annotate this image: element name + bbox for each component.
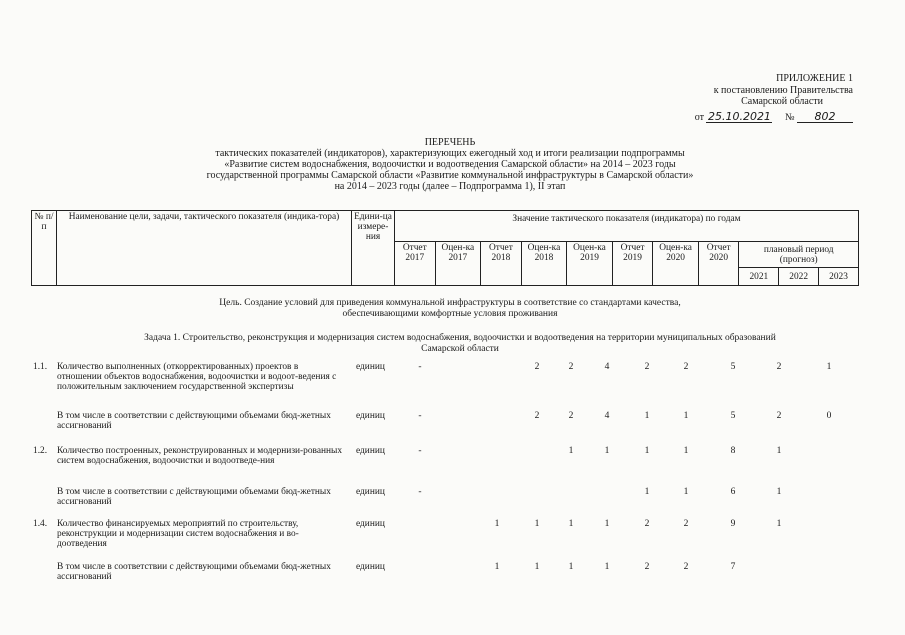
row-value: 1 bbox=[683, 411, 689, 421]
header-col: Отчет 2020 bbox=[698, 242, 739, 286]
row-value: 2 bbox=[644, 562, 650, 572]
row-value: 5 bbox=[730, 362, 736, 372]
row-indicator-name: Количество построенных, реконструированных и модернизи-рованных систем водоснабжения, водоочистки и водоотведе-ния bbox=[57, 446, 343, 466]
row-value-dash: - bbox=[418, 362, 422, 372]
document-title bbox=[150, 137, 750, 192]
decree-number: 802 bbox=[797, 111, 853, 123]
row-unit: единиц bbox=[356, 519, 385, 529]
header-col: Оцен-ка 2017 bbox=[435, 242, 481, 286]
row-value: 1 bbox=[568, 519, 574, 529]
row-value: 2 bbox=[683, 519, 689, 529]
row-value: 4 bbox=[604, 411, 610, 421]
row-value-dash: - bbox=[418, 487, 422, 497]
appendix-decree: к постановлению Правительства bbox=[713, 84, 853, 96]
row-value: 5 bbox=[730, 411, 736, 421]
row-value: 1 bbox=[494, 519, 500, 529]
title-line: «Развитие систем водоснабжения, водоочистки и водоотведения Самарской области» на 2014 – 2023 годы bbox=[224, 159, 676, 170]
header-name: Наименование цели, задачи, тактического показателя (индика-тора) bbox=[57, 211, 352, 286]
task-text bbox=[60, 333, 860, 355]
title-line: государственной программы Самарской области «Развитие коммунальной инфраструктуры в Самарской области» bbox=[206, 170, 694, 181]
header-col: Оцен-ка 2019 bbox=[567, 242, 613, 286]
header-plan-year: 2023 bbox=[819, 268, 859, 286]
goal-line: обеспечивающими комфортные условия проживания bbox=[342, 309, 558, 319]
goal-text bbox=[100, 298, 800, 320]
row-number: 1.2. bbox=[33, 446, 48, 456]
row-value-dash: - bbox=[418, 411, 422, 421]
row-value: 2 bbox=[683, 562, 689, 572]
row-value: 2 bbox=[534, 362, 540, 372]
row-value: 1 bbox=[534, 562, 540, 572]
row-value-dash: - bbox=[418, 446, 422, 456]
appendix-title: ПРИЛОЖЕНИЕ 1 bbox=[776, 73, 853, 84]
header-col: Отчет 2018 bbox=[481, 242, 522, 286]
row-value: 1 bbox=[683, 446, 689, 456]
row-value: 1 bbox=[534, 519, 540, 529]
row-value: 2 bbox=[568, 411, 574, 421]
row-indicator-name: В том числе в соответствии с действующими объемами бюд-жетных ассигнований bbox=[57, 411, 331, 431]
row-unit: единиц bbox=[356, 411, 385, 421]
row-value: 2 bbox=[568, 362, 574, 372]
header-col: Оцен-ка 2020 bbox=[653, 242, 699, 286]
row-number: 1.1. bbox=[33, 362, 48, 372]
header-col: Отчет 2019 bbox=[612, 242, 653, 286]
appendix-region: Самарской области bbox=[741, 96, 823, 107]
task-line: Задача 1. Строительство, реконструкция и модернизация систем водоснабжения, водоочистки и водоотведения на территории муниципальных образований bbox=[144, 333, 776, 343]
header-num: № п/п bbox=[32, 211, 57, 286]
appendix-date-line bbox=[695, 111, 853, 124]
header-plan: плановый период (прогноз) bbox=[739, 242, 859, 268]
row-value: 7 bbox=[730, 562, 736, 572]
row-value: 1 bbox=[568, 562, 574, 572]
row-value: 2 bbox=[776, 411, 782, 421]
row-unit: единиц bbox=[356, 446, 385, 456]
appendix-block bbox=[695, 73, 853, 123]
header-value-group: Значение тактического показателя (индикатора) по годам bbox=[395, 211, 859, 242]
row-value: 9 bbox=[730, 519, 736, 529]
row-value: 1 bbox=[776, 487, 782, 497]
header-col: Отчет 2017 bbox=[395, 242, 436, 286]
row-value: 1 bbox=[604, 519, 610, 529]
row-unit: единиц bbox=[356, 362, 385, 372]
row-value: 1 bbox=[776, 446, 782, 456]
row-value: 0 bbox=[826, 411, 832, 421]
row-indicator-name: В том числе в соответствии с действующими объемами бюд-жетных ассигнований bbox=[57, 487, 331, 507]
row-value: 1 bbox=[826, 362, 832, 372]
row-value: 8 bbox=[730, 446, 736, 456]
row-indicator-name: Количество выполненных (откорректированных) проектов в отношении объектов водоснабжения, водоочистки и водоот-ведения с положительным заключением государственной экспертизы bbox=[57, 362, 337, 392]
row-value: 2 bbox=[683, 362, 689, 372]
row-unit: единиц bbox=[356, 487, 385, 497]
number-label: № bbox=[784, 111, 795, 123]
row-unit: единиц bbox=[356, 562, 385, 572]
row-value: 1 bbox=[644, 411, 650, 421]
row-number: 1.4. bbox=[33, 519, 48, 529]
goal-line: Цель. Создание условий для приведения коммунальной инфраструктуры в соответствие со стандартами качества, bbox=[219, 298, 681, 308]
row-value: 1 bbox=[568, 446, 574, 456]
decree-date: 25.10.2021 bbox=[707, 109, 771, 123]
header-plan-year: 2021 bbox=[739, 268, 779, 286]
indicator-header-table bbox=[31, 210, 859, 286]
task-line: Самарской области bbox=[421, 344, 499, 354]
row-value: 1 bbox=[644, 487, 650, 497]
header-plan-year: 2022 bbox=[779, 268, 819, 286]
row-value: 4 bbox=[604, 362, 610, 372]
row-value: 2 bbox=[776, 362, 782, 372]
title-line: тактических показателей (индикаторов), характеризующих ежегодный ход и итоги реализации подпрограммы bbox=[215, 148, 685, 159]
row-value: 2 bbox=[644, 362, 650, 372]
row-value: 1 bbox=[683, 487, 689, 497]
title-line: ПЕРЕЧЕНЬ bbox=[424, 137, 476, 148]
row-indicator-name: В том числе в соответствии с действующими объемами бюд-жетных ассигнований bbox=[57, 562, 331, 582]
row-value: 1 bbox=[604, 562, 610, 572]
row-value: 1 bbox=[776, 519, 782, 529]
header-unit: Едини-ца измере-ния bbox=[352, 211, 395, 286]
header-col: Оцен-ка 2018 bbox=[521, 242, 567, 286]
title-line: на 2014 – 2023 годы (далее – Подпрограмма 1), II этап bbox=[334, 181, 566, 192]
row-indicator-name: Количество финансируемых мероприятий по строительству, реконструкции и модернизации систем водоснабжения и во-доотведения bbox=[57, 519, 299, 549]
row-value: 1 bbox=[604, 446, 610, 456]
row-value: 2 bbox=[534, 411, 540, 421]
row-value: 6 bbox=[730, 487, 736, 497]
row-value: 1 bbox=[644, 446, 650, 456]
from-label: от bbox=[694, 111, 704, 123]
row-value: 1 bbox=[494, 562, 500, 572]
row-value: 2 bbox=[644, 519, 650, 529]
